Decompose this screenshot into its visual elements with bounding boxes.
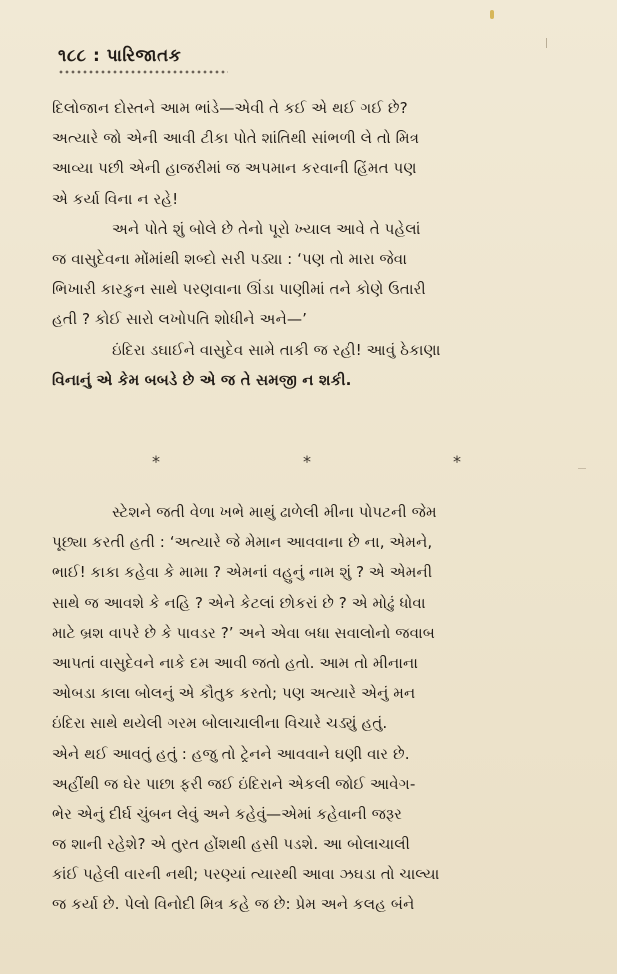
text-line: સ્ટેશને જતી વેળા ખભે માથું ઢાળેલી મીના પોપટની જેમ — [112, 503, 437, 521]
text-line: સાથે જ આવશે કે નહિ ? એને કેટલાં છોકરાં છે ? એ મોઢું ધોવા — [52, 593, 426, 612]
section-divider — [0, 452, 617, 476]
header-underline — [58, 70, 228, 74]
divider-star: * — [303, 452, 311, 471]
text-line: ભાઈ! કાકા કહેવા કે મામા ? એમનાં વહુનું નામ શું ? એ એમની — [52, 563, 433, 582]
text-line: વિનાનું એ કેમ બબડે છે એ જ તે સમજી ન શકી. — [52, 370, 352, 389]
header-separator: : — [92, 46, 101, 66]
text-line: હતી ? કોઈ સારો લખોપતિ શોધીને અને—’ — [52, 310, 307, 329]
text-line: એ કર્યા વિના ન રહે! — [52, 189, 179, 208]
paper-blemish — [546, 38, 547, 48]
text-line: આપતાં વાસુદેવને નાકે દમ આવી જતો હતો. આમ તો મીનાના — [52, 653, 419, 672]
text-section-2 — [52, 497, 572, 920]
text-section-1 — [52, 93, 572, 395]
text-line: ઓબડા કાલા બોલનું એ કૌતુક કરતો; પણ અત્યારે એનું મન — [52, 684, 416, 703]
text-line: એને થઈ આવતું હતું : હજુ તો ટ્રેનને આવવાને ઘણી વાર છે. — [52, 744, 410, 763]
text-line: અહીંથી જ ઘેર પાછા ફરી જઈ ઇંદિરાને એકલી જોઈ આવેગ- — [52, 774, 416, 793]
text-line: માટે બ્રશ વાપરે છે કે પાવડર ?’ અને એવા બધા સવાલોનો જવાબ — [52, 623, 435, 642]
divider-star: * — [152, 452, 160, 471]
text-line: આવ્યા પછી એની હાજરીમાં જ અપમાન કરવાની હિંમત પણ — [52, 159, 417, 178]
text-line: જ કર્યા છે. પેલો વિનોદી મિત્ર કહે જ છે: પ્રેમ અને કલહ બંને — [52, 895, 415, 914]
paper-blemish — [490, 10, 494, 19]
divider-star: * — [453, 452, 461, 471]
text-line: જ શાની રહેશે? એ તુરત હોંશથી હસી પડશે. આ બોલાચાલી — [52, 835, 411, 854]
text-line: દિલોજાન દોસ્તને આમ ભાંડે—એવી તે કઈ એ થઈ ગઈ છે? — [52, 99, 408, 117]
text-line: ભેર એનું દીર્ઘ ચુંબન લેવું અને કહેવું—એમાં કહેવાની જરૂર — [52, 804, 402, 823]
book-title: પારિજાતક — [106, 46, 182, 66]
text-line: કાંઈ પહેલી વારની નથી; પરણ્યાં ત્યારથી આવા ઝઘડા તો ચાલ્યા — [52, 865, 440, 884]
text-line: ભિખારી કારકુન સાથે પરણવાના ઊંડા પાણીમાં તને કોણે ઉતારી — [52, 280, 426, 299]
text-line: ઇંદિરા ડઘાઈને વાસુદેવ સામે તાકી જ રહી! આવું ઠેકાણા — [112, 340, 441, 359]
text-line: ઇંદિરા સાથે થયેલી ગરમ બોલાચાલીના વિચારે ચડ્યું હતું. — [52, 714, 388, 733]
page-number: ૧૮૮ — [58, 46, 87, 66]
running-header — [58, 46, 181, 66]
text-line: અને પોતે શું બોલે છે તેનો પૂરો ખ્યાલ આવે તે પહેલાં — [112, 219, 421, 238]
text-line: અત્યારે જો એની આવી ટીકા પોતે શાંતિથી સાંભળી લે તો મિત્ર — [52, 129, 420, 148]
text-line: જ વાસુદેવના મોંમાંથી શબ્દો સરી પડ્યા : ‘પણ તો મારા જેવા — [52, 249, 407, 268]
text-line: પૂછ્યા કરતી હતી : ‘અત્યારે જે મેમાન આવવાના છે ના, એમને, — [52, 533, 433, 552]
